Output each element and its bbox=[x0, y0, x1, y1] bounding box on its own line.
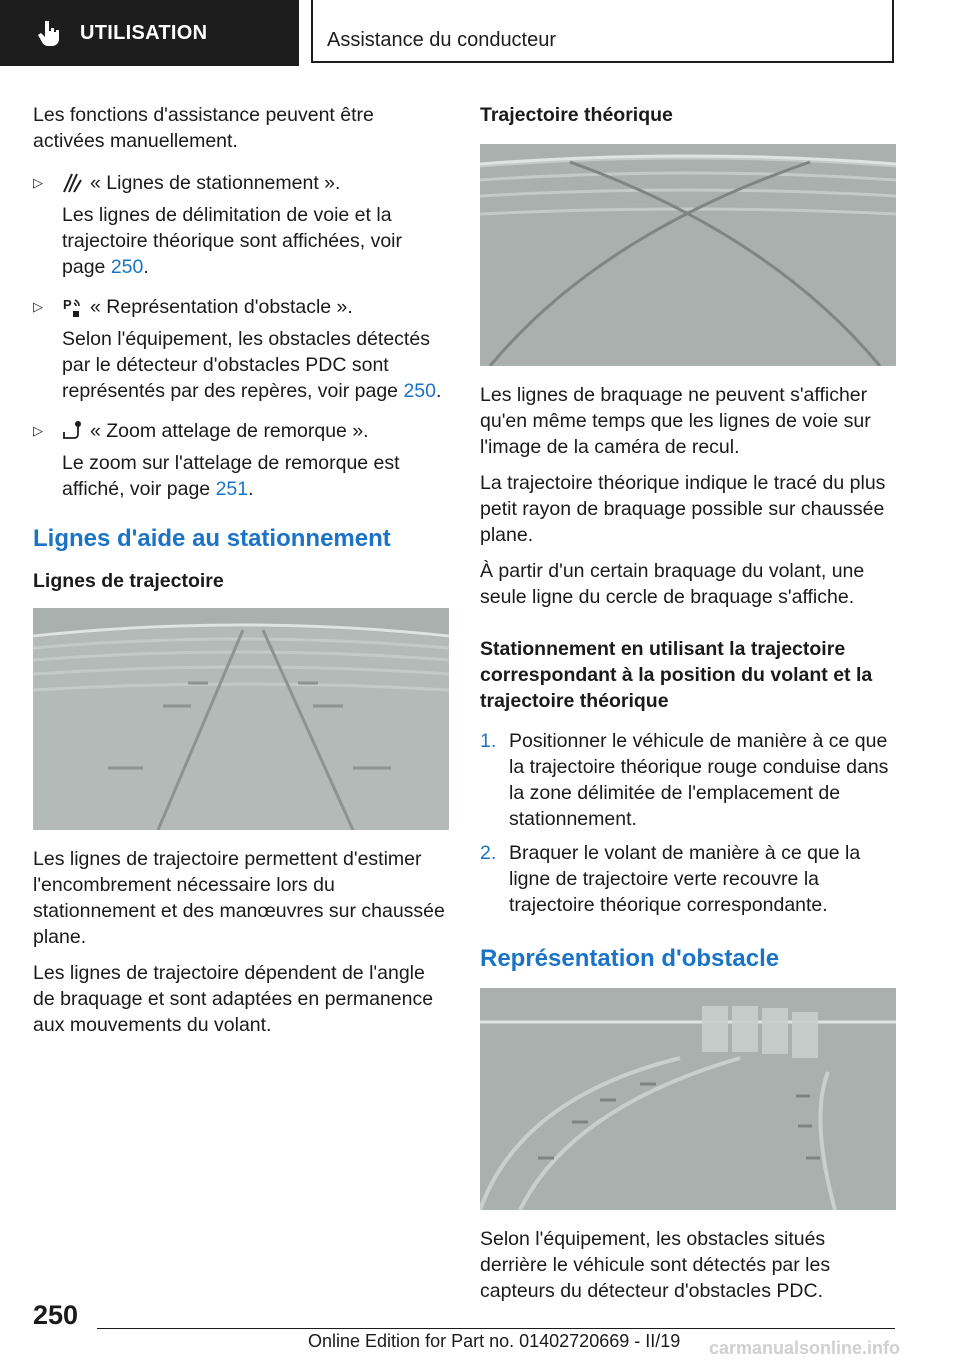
bullet-label: « Zoom attelage de remorque ». bbox=[90, 420, 369, 442]
obstacle-icon bbox=[62, 296, 82, 318]
triangle-bullet-icon: ▷ bbox=[33, 175, 43, 190]
bullet-parking-lines: ▷ « Lignes de stationnement ». Les lignes de délimitation de voie et la trajectoire théorique sont affichées, voir page 250. bbox=[33, 172, 402, 278]
triangle-bullet-icon: ▷ bbox=[33, 423, 43, 438]
edition-text: Online Edition for Part no. 01402720669 - II/19 bbox=[308, 1331, 681, 1351]
page-link[interactable]: 250 bbox=[403, 380, 436, 402]
page-number: 250 bbox=[33, 1300, 79, 1330]
subheading: Lignes de trajectoire bbox=[33, 570, 224, 592]
footer-divider bbox=[97, 1328, 895, 1329]
step-number: 2. bbox=[480, 842, 497, 864]
trailer-hitch-icon bbox=[62, 420, 82, 442]
right-column bbox=[480, 102, 896, 1314]
section-heading: Représentation d'obstacle bbox=[480, 945, 780, 972]
watermark: carmanualsonline.info bbox=[709, 1338, 901, 1358]
bullet-trailer-zoom: ▷ « Zoom attelage de remorque ». Le zoom sur l'attelage de remorque est affiché, voir page 251. bbox=[33, 420, 400, 500]
section-title: UTILISATION bbox=[80, 21, 208, 44]
trajectory-lines-figure bbox=[33, 608, 449, 830]
obstacle-paragraph: Selon l'équipement, les obstacles situés derrière le véhicule sont détectés par les capteurs du détecteur d'obstacles PDC. bbox=[480, 1228, 831, 1302]
section-tab bbox=[0, 0, 299, 66]
page-header bbox=[0, 0, 960, 66]
parking-lines-icon bbox=[62, 172, 82, 194]
step-text: Positionner le véhicule de manière à ce que la trajectoire théorique rouge conduise dans la zone délimitée de l'emplacement de stationnement. bbox=[509, 730, 889, 830]
subheading: Stationnement en utilisant la trajectoire correspondant à la position du volant et la trajectoire théorique bbox=[480, 638, 873, 712]
step-item bbox=[480, 840, 896, 918]
trajectory-paragraph-2: Les lignes de trajectoire dépendent de l'angle de braquage et sont adaptées en permanence aux mouvements du volant. bbox=[33, 962, 434, 1036]
theoretical-paragraph-2: La trajectoire théorique indique le tracé du plus petit rayon de braquage possible sur chaussée plane. bbox=[480, 472, 886, 546]
bullet-text: Selon l'équipement, les obstacles détectés par le détecteur d'obstacles PDC sont représentés par des repères, voir page bbox=[62, 328, 430, 402]
theoretical-paragraph-1: Les lignes de braquage ne peuvent s'afficher qu'en même temps que les lignes de voie sur l'image de la caméra de recul. bbox=[480, 384, 871, 458]
step-item bbox=[480, 728, 896, 832]
subheading: Trajectoire théorique bbox=[480, 104, 673, 126]
chapter-box bbox=[311, 0, 894, 63]
bullet-obstacle: ▷ P « Représentation d'obstacle ». Selon l'équipement, les obstacles détectés par le détecteur d'obstacles PDC sont représentés par des repères, voir page 250. bbox=[33, 296, 442, 402]
step-number: 1. bbox=[480, 730, 497, 752]
bullet-text: Les lignes de délimitation de voie et la trajectoire théorique sont affichées, voir page bbox=[62, 204, 402, 278]
svg-text:P: P bbox=[63, 297, 72, 312]
hand-pointer-icon bbox=[36, 19, 62, 47]
intro-text: Les fonctions d'assistance peuvent être activées manuellement. bbox=[33, 104, 374, 152]
theoretical-trajectory-figure bbox=[480, 144, 896, 366]
obstacle-representation-figure bbox=[480, 988, 896, 1210]
section-heading: Lignes d'aide au stationnement bbox=[33, 525, 391, 552]
page-link[interactable]: 251 bbox=[215, 478, 249, 500]
bullet-text: Le zoom sur l'attelage de remorque est affiché, voir page bbox=[62, 452, 400, 500]
left-column bbox=[33, 102, 449, 1048]
bullet-label: « Lignes de stationnement ». bbox=[90, 172, 341, 194]
step-text: Braquer le volant de manière à ce que la ligne de trajectoire verte recouvre la trajectoire théorique correspondante. bbox=[509, 842, 861, 916]
bullet-label: « Représentation d'obstacle ». bbox=[90, 296, 353, 318]
chapter-title: Assistance du conducteur bbox=[327, 29, 557, 51]
theoretical-paragraph-3: À partir d'un certain braquage du volant, une seule ligne du cercle de braquage s'affiche. bbox=[480, 560, 865, 608]
page-link[interactable]: 250 bbox=[110, 256, 144, 278]
trajectory-paragraph-1: Les lignes de trajectoire permettent d'estimer l'encombrement nécessaire lors du stationnement et des manœuvres sur chaussée plane. bbox=[33, 848, 445, 948]
triangle-bullet-icon: ▷ bbox=[33, 299, 43, 314]
